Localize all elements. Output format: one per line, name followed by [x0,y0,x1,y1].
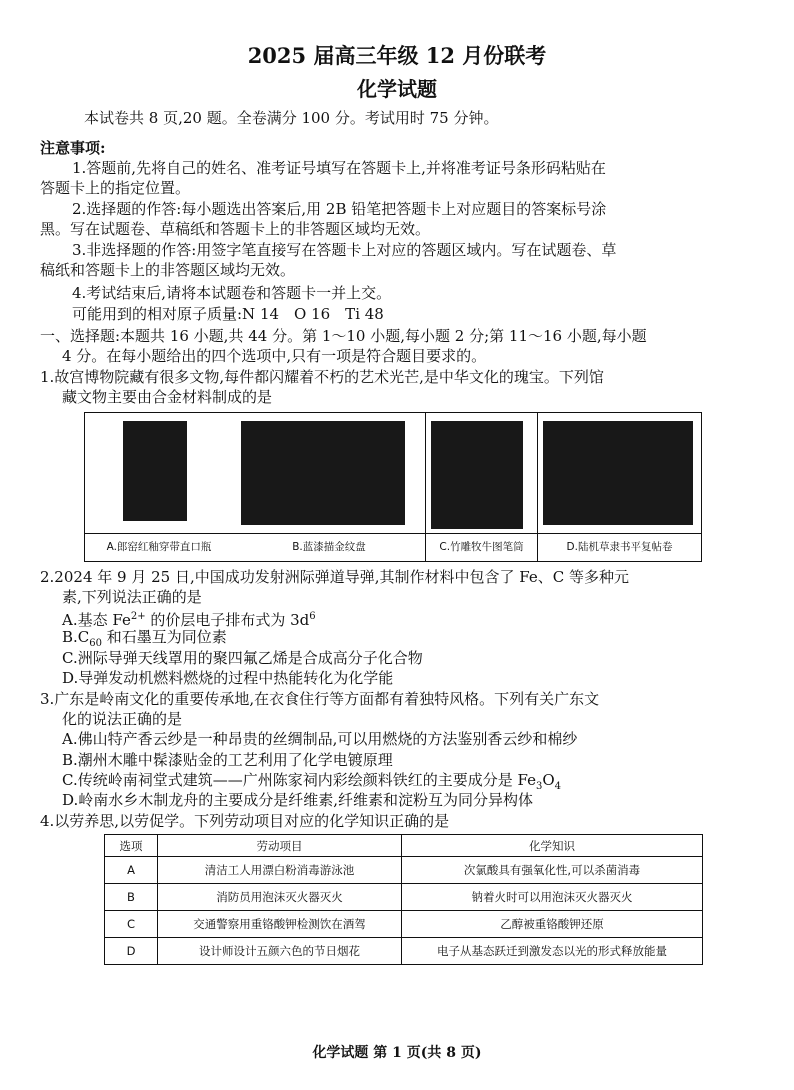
table-cell: B [105,884,158,911]
table-cell: C [105,911,158,938]
table-header-row [105,835,703,857]
note-line: 4.考试结束后,请将本试题卷和答题卡一并上交。 [72,284,392,302]
question-3-option-a: A.佛山特产香云纱是一种昂贵的丝绸制品,可以用燃烧的方法鉴别香云纱和棉纱 [62,730,578,748]
table-row [105,911,703,938]
artifact-photo-brush-pot [431,421,523,529]
note-line: 稿纸和答题卡上的非答题区域均无效。 [40,261,296,279]
artifact-photo-plate [241,421,405,525]
question-1-stem: 1.故宫博物院藏有很多文物,每件都闪耀着不朽的艺术光芒,是中华文化的瑰宝。下列馆 [40,368,604,386]
table-row [105,857,703,884]
question-2-option-a: A.基态 $Fe^{2+}$ 的价层电子排布式为 $3d^6$ [62,611,316,629]
artifact-caption: A.郎窑红釉穿带直口瓶 [85,533,233,561]
table-cell: 清洁工人用漂白粉消毒游泳池 [158,857,402,884]
question-4-stem: 4.以劳养思,以劳促学。下列劳动项目对应的化学知识正确的是 [40,812,450,830]
table-cell: 乙醇被重铬酸钾还原 [402,911,703,938]
question-3-option-c: C.传统岭南祠堂式建筑——广州陈家祠内彩绘颜料铁红的主要成分是 $Fe_3O_4$ [62,771,562,792]
note-line: 2.选择题的作答:每小题选出答案后,用 2B 铅笔把答题卡上对应题目的答案标号涂 [72,200,607,218]
table-cell: 设计师设计五颜六色的节日烟花 [158,938,402,965]
page-footer: 化学试题 第 1 页(共 8 页) [312,1045,482,1061]
question-2-option-b: $B.C_{60}$ 和石墨互为同位素 [62,628,227,649]
note-line: 答题卡上的指定位置。 [40,179,191,197]
question-3-option-b: B.潮州木雕中髹漆贴金的工艺利用了化学电镀原理 [62,751,393,769]
question-1-stem-cont: 藏文物主要由合金材料制成的是 [62,388,273,406]
question-2-option-d: D.导弹发动机燃料燃烧的过程中热能转化为化学能 [62,669,394,687]
note-line: 1.答题前,先将自己的姓名、准考证号填写在答题卡上,并将准考证号条形码粘贴在 [72,159,606,177]
note-line: 黑。写在试题卷、草稿纸和答题卡上的非答题区域均无效。 [40,220,431,238]
section-heading: 一、选择题:本题共 16 小题,共 44 分。第 1～10 小题,每小题 2 分;第 11～16 小题,每小题 [40,327,647,345]
atomic-masses: 可能用到的相对原子质量:N 14 O 16 Ti 48 [72,305,384,323]
table-cell: 次氯酸具有强氧化性,可以杀菌消毒 [402,857,703,884]
artifact-caption: B.蓝漆描金纹盘 [233,533,425,561]
table-header: 劳动项目 [158,835,402,857]
table-cell: 交通警察用重铬酸钾检测饮在酒驾 [158,911,402,938]
question-2-stem: 2.2024 年 9 月 25 日,中国成功发射洲际弹道导弹,其制作材料中包含了 Fe、C 等多种元 [40,568,629,586]
table-cell: 电子从基态跃迁到激发态以光的形式释放能量 [402,938,703,965]
table-cell: 钠着火时可以用泡沫灭火器灭火 [402,884,703,911]
question-3-option-d: D.岭南水乡木制龙舟的主要成分是纤维素,纤维素和淀粉互为同分异构体 [62,791,534,809]
question-4-table [104,834,703,965]
question-2-option-c: C.洲际导弹天线罩用的聚四氟乙烯是合成高分子化合物 [62,649,423,667]
table-row [105,938,703,965]
artifact-photo-vase [123,421,187,521]
table-cell: D [105,938,158,965]
artifact-photo-panel [84,412,702,562]
table-header: 化学知识 [402,835,703,857]
artifact-caption: C.竹雕牧牛图笔筒 [426,533,537,561]
artifact-caption: D.陆机草隶书平复帖卷 [538,533,701,561]
artifact-photo-calligraphy [543,421,693,525]
exam-title: 2025 届高三年级 12 月份联考 [247,43,547,68]
question-2-stem-cont: 素,下列说法正确的是 [62,588,202,606]
exam-intro: 本试卷共 8 页,20 题。全卷满分 100 分。考试用时 75 分钟。 [84,109,499,127]
exam-subtitle: 化学试题 [357,77,437,101]
table-cell: A [105,857,158,884]
section-heading-cont: 4 分。在每小题给出的四个选项中,只有一项是符合题目要求的。 [62,347,487,365]
question-3-stem-cont: 化的说法正确的是 [62,710,183,728]
table-cell: 消防员用泡沫灭火器灭火 [158,884,402,911]
table-header: 选项 [105,835,158,857]
table-row [105,884,703,911]
notes-heading: 注意事项: [40,139,106,157]
question-3-stem: 3.广东是岭南文化的重要传承地,在衣食住行等方面都有着独特风格。下列有关广东文 [40,690,600,708]
note-line: 3.非选择题的作答:用签字笔直接写在答题卡上对应的答题区域内。写在试题卷、草 [72,241,617,259]
